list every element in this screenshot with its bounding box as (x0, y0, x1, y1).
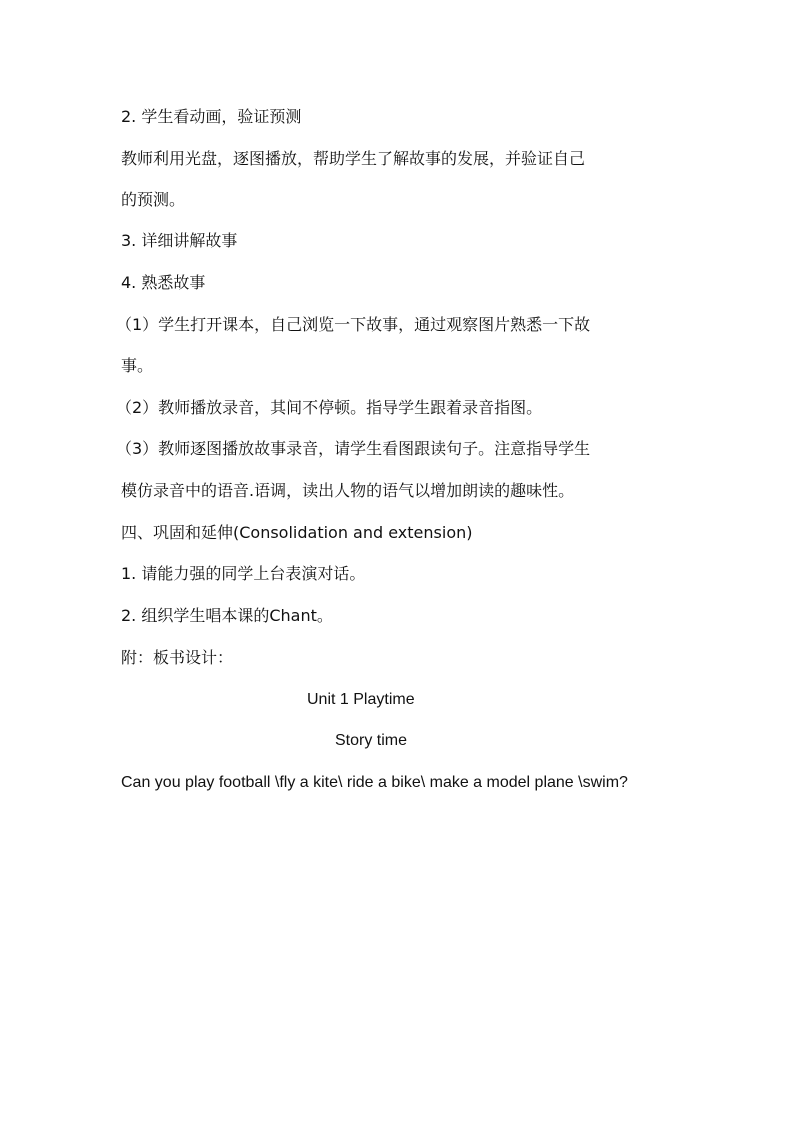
section-4-item-2: 2. 组织学生唱本课的Chant。 (121, 606, 333, 625)
paragraph-line: 的预测。 (121, 190, 186, 209)
step-4-heading: 4. 熟悉故事 (121, 273, 206, 292)
board-sentence: Can you play football \fly a kite\ ride a bike\ make a model plane \swim? (121, 774, 628, 791)
section-4-heading: 四、巩固和延伸(Consolidation and extension) (121, 523, 473, 542)
paragraph-line: 教师利用光盘，逐图播放，帮助学生了解故事的发展，并验证自己 (121, 149, 586, 168)
section-4-item-1: 1. 请能力强的同学上台表演对话。 (121, 564, 366, 583)
paragraph-line: 事。 (121, 356, 154, 375)
board-design-label: 附：板书设计： (121, 648, 234, 667)
substep-3-line: （3）教师逐图播放故事录音，请学生看图跟读句子。注意指导学生 (116, 439, 591, 458)
substep-2-line: （2）教师播放录音，其间不停顿。指导学生跟着录音指图。 (116, 398, 543, 417)
step-2-heading: 2. 学生看动画，验证预测 (121, 107, 302, 126)
board-subtitle: Story time (335, 732, 408, 749)
substep-1-line: （1）学生打开课本，自己浏览一下故事，通过观察图片熟悉一下故 (116, 315, 591, 334)
step-3-heading: 3. 详细讲解故事 (121, 231, 238, 250)
board-title: Unit 1 Playtime (307, 691, 415, 708)
paragraph-line: 模仿录音中的语音.语调，读出人物的语气以增加朗读的趣味性。 (121, 481, 575, 500)
